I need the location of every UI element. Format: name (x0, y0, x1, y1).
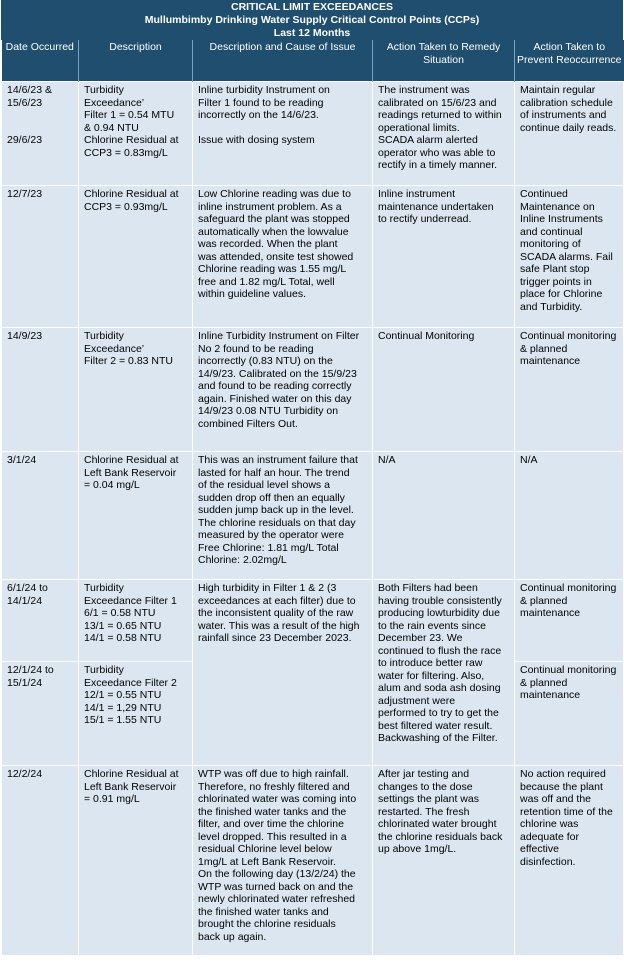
table-row (2, 766, 624, 956)
cell-description (79, 580, 193, 662)
header-date: Date Occurred (2, 40, 79, 82)
cell-line: Filter 1 found to be reading (198, 96, 324, 109)
cell-cause (193, 328, 373, 452)
cell-line: up above 1mg/L. (378, 843, 457, 855)
cell-line: Chlorine: 2.02mg/L (198, 554, 287, 566)
cell-line: Chlorine Residual at (84, 454, 179, 466)
table-row (2, 82, 624, 186)
cell-line: back up again. (198, 930, 267, 943)
cell-line: Chlorine reading was 1.55 mg/L (198, 263, 347, 275)
cell-line: sudden jump back up in the level. (198, 504, 354, 516)
cell-line: 3/1/24 (7, 454, 37, 466)
cell-line: Exceedance Filter 1 (84, 594, 177, 607)
cell-line: 14/1/24 (7, 594, 43, 607)
cell-date (2, 452, 79, 580)
cell-line: CCP3 = 0.93mg/L (84, 200, 168, 213)
cell-line (198, 122, 369, 135)
cell-line: On the following day (13/2/24) the (198, 868, 356, 880)
cell-line: water for filtering. Also, (378, 669, 485, 682)
cell-cause (193, 580, 373, 766)
header-prevent: Action Taken to Prevent Reoccurrence (515, 40, 624, 82)
cell-line: filter, and over time the chlorine (198, 818, 344, 830)
cell-line: and continual (520, 225, 583, 238)
cell-line: Inline instrument (378, 188, 456, 200)
cell-remedy (373, 82, 515, 186)
cell-line: No action required (520, 768, 606, 780)
cell-line: Continual monitoring (520, 330, 617, 342)
cell-date (2, 82, 79, 186)
cell-line: best filtered water result. (378, 719, 493, 732)
cell-line: trigger points in (520, 275, 592, 288)
cell-date (2, 766, 79, 956)
title-line-1: CRITICAL LIMIT EXCEEDANCES (231, 1, 393, 13)
cell-line: N/A (378, 454, 396, 466)
cell-description (79, 186, 193, 328)
cell-line: 14/1 = 1,29 NTU (84, 701, 162, 714)
cell-line: the finished water tanks and the (198, 805, 347, 818)
cell-line: chlorinated water brought (378, 818, 497, 830)
cell-line: WTP was turned back on and the (198, 880, 354, 893)
cell-line: because the plant (520, 780, 603, 793)
cell-line: calibration schedule (520, 96, 613, 109)
cell-line: continued to flush the race (378, 644, 502, 657)
cell-line: 12/1/24 to (7, 664, 54, 676)
cell-line: readings returned to within (378, 109, 502, 121)
cell-line: maintenance (520, 607, 581, 619)
cell-line: the inconsistent quality of the raw (198, 607, 354, 619)
cell-line: brought the chlorine residuals (198, 918, 336, 930)
cell-line: Exceedance Filter 2 (84, 676, 177, 689)
cell-line: maintenance (520, 689, 581, 701)
cell-date (2, 662, 79, 766)
cell-line: SCADA alarm alerted (378, 134, 478, 146)
cell-prevent (515, 82, 624, 186)
cell-line: Exceedance’ (84, 342, 145, 355)
cell-line: Continual monitoring (520, 664, 617, 676)
cell-cause (193, 186, 373, 328)
cell-line: & planned (520, 342, 568, 355)
cell-line: 13/1 = 0.65 NTU (84, 619, 162, 632)
cell-line: & planned (520, 676, 568, 689)
cell-prevent (515, 328, 624, 452)
cell-line: High turbidity in Filter 1 & 2 (3 (198, 582, 337, 594)
table-body (2, 82, 624, 956)
cell-line: No 2 found to be reading (198, 342, 314, 355)
cell-line: disinfection. (520, 855, 576, 868)
cell-remedy (373, 766, 515, 956)
cell-line: Therefore, no freshly filtered and (198, 780, 350, 793)
cell-line: chlorine was (520, 818, 579, 830)
cell-line: Chlorine Residual at (84, 188, 179, 200)
cell-line: chlorinated water was coming into (198, 793, 357, 805)
cell-line: Inline turbidity Instrument on (198, 84, 330, 96)
cell-line: retention time of the (520, 805, 613, 818)
cell-line: After jar testing and (378, 768, 470, 780)
cell-line: adequate for (520, 830, 579, 843)
cell-line: 12/1 = 0.55 NTU (84, 689, 162, 701)
cell-line: operational limits. (378, 121, 460, 134)
cell-prevent (515, 186, 624, 328)
cell-line: alum and soda ash dosing (378, 682, 501, 694)
cell-line: to the rain events since (378, 619, 486, 632)
cell-line: Continual monitoring (520, 582, 617, 594)
cell-line: Left Bank Reservoir (84, 466, 177, 479)
cell-line: 1mg/L at Left Bank Reservoir. (198, 855, 336, 868)
cell-prevent (515, 452, 624, 580)
cell-line: December 23. We (378, 632, 463, 644)
cell-line: This was an instrument failure that (198, 454, 358, 466)
cell-line: the finished water tanks and (198, 905, 329, 918)
cell-line: incorrectly (0.83 NTU) on the (198, 355, 333, 367)
cell-line: effective (520, 843, 559, 855)
cell-line: within guideline values. (198, 288, 306, 300)
title-line-2: Mullumbimby Drinking Water Supply Critical Control Points (CCPs) (144, 14, 480, 26)
cell-line: combined Filters Out. (198, 417, 298, 430)
cell-line: SCADA alarms. Fail (520, 250, 613, 263)
cell-line: having trouble consistently (378, 594, 502, 607)
cell-line: & 0.94 NTU (84, 121, 139, 134)
cell-cause (193, 82, 373, 186)
cell-date (2, 186, 79, 328)
cell-line: producing lowturbidity due (378, 607, 500, 619)
cell-line: rainfall since 23 December 2023. (198, 632, 352, 644)
title-block (1, 0, 623, 40)
cell-line: was recorded. When the plant (198, 238, 338, 250)
cell-line: N/A (520, 454, 538, 466)
cell-line: newly chlorinated water refreshed (198, 893, 355, 905)
header-description: Description (79, 40, 193, 82)
cell-line: Issue with dosing system (198, 134, 315, 146)
cell-line: calibrated on 15/6/23 and (378, 96, 497, 109)
cell-line: Turbidity (84, 84, 124, 96)
cell-line: Inline Instruments (520, 213, 603, 225)
cell-line: 15/1/24 (7, 676, 43, 689)
cell-line: Inline Turbidity Instrument on Filter (198, 330, 360, 342)
cell-line: free and 1.82 mg/L Total, well (198, 275, 335, 288)
cell-line: Maintenance on (520, 200, 595, 213)
cell-description (79, 766, 193, 956)
cell-line: = 0.91 mg/L (84, 793, 140, 805)
cell-line: place for Chlorine (520, 288, 603, 300)
cell-line: was off and the (520, 793, 592, 805)
cell-line: monitoring of (520, 238, 581, 250)
cell-line: of the residual level shows a (198, 479, 330, 491)
cell-line: incorrectly on the 14/6/23. (198, 109, 319, 121)
cell-line: & planned (520, 594, 568, 607)
cell-line: performed to try to get the (378, 707, 499, 719)
header-row (2, 40, 624, 82)
cell-line: again. Finished water on this day (198, 392, 352, 405)
exceedance-table (1, 40, 624, 956)
cell-line: Low Chlorine reading was due to (198, 188, 351, 200)
table-row (2, 186, 624, 328)
cell-line: inline instrument problem. As a (198, 200, 342, 213)
cell-date (2, 328, 79, 452)
cell-line: 6/1/24 to (7, 582, 48, 594)
cell-line: water. This was a result of the high (198, 619, 360, 632)
cell-line: Free Chlorine: 1.81 mg/L Total (198, 541, 339, 554)
cell-prevent (515, 766, 624, 956)
cell-line: measured by the operator were (198, 529, 344, 541)
cell-line: Turbidity (84, 330, 124, 342)
cell-line: The chlorine residuals on that day (198, 516, 356, 529)
cell-line: Left Bank Reservoir (84, 780, 177, 793)
cell-line: Both Filters had been (378, 582, 478, 594)
cell-description (79, 82, 193, 186)
cell-line: 14/1 = 0.58 NTU (84, 632, 162, 644)
cell-line: WTP was off due to high rainfall. (198, 768, 349, 780)
cell-line: Backwashing of the Filter. (378, 732, 498, 744)
cell-line: Turbidity (84, 664, 124, 676)
cell-line: was attended, onsite test showed (198, 250, 354, 263)
cell-prevent (515, 662, 624, 766)
cell-line: CCP3 = 0.83mg/L (84, 146, 168, 159)
cell-line: Filter 1 = 0.54 MTU (84, 109, 175, 121)
cell-line: 15/1 = 1.55 NTU (84, 714, 162, 726)
title-line-3: Last 12 Months (273, 27, 351, 39)
cell-line: = 0.04 mg/L (84, 479, 140, 491)
cell-line: lasted for half an hour. The trend (198, 466, 350, 479)
cell-line: 14/9/23 0.08 NTU Turbidity on (198, 405, 339, 417)
table-row (2, 328, 624, 452)
cell-line: operator who was able to (378, 146, 496, 159)
cell-line: 12/2/24 (7, 768, 43, 780)
cell-line: 6/1 = 0.58 NTU (84, 607, 156, 619)
cell-line: Continued (520, 188, 568, 200)
cell-line: continue daily reads. (520, 121, 617, 134)
cell-line: Continual Monitoring (378, 330, 475, 342)
cell-line: settings the plant was (378, 793, 479, 805)
cell-line: exceedances at each filter) due to (198, 594, 356, 607)
cell-line: Turbidity (84, 582, 124, 594)
document (1, 0, 623, 956)
cell-remedy (373, 328, 515, 452)
cell-line: and Turbidity. (520, 300, 583, 313)
cell-line: changes to the dose (378, 780, 473, 793)
cell-line: rectify in a timely manner. (378, 159, 498, 171)
cell-line: level dropped. This resulted in a (198, 830, 347, 843)
cell-prevent (515, 580, 624, 662)
table-row (2, 580, 624, 662)
cell-line: The instrument was (378, 84, 470, 96)
cell-line: Chlorine Residual at (84, 134, 179, 146)
cell-line: Filter 2 = 0.83 NTU (84, 355, 173, 367)
cell-line: safe Plant stop (520, 263, 590, 275)
cell-description (79, 328, 193, 452)
cell-remedy (373, 580, 515, 766)
cell-line: residual Chlorine level below (198, 843, 332, 855)
cell-remedy (373, 452, 515, 580)
cell-line: of instruments and (520, 109, 607, 121)
cell-line: Maintain regular (520, 84, 596, 96)
cell-line: and found to be reading correctly (198, 380, 352, 392)
cell-line: adjustment were (378, 694, 456, 707)
cell-line: 14/9/23 (7, 330, 43, 342)
cell-line: automatically when the lowvalue (198, 225, 349, 238)
cell-line (7, 122, 75, 135)
cell-cause (193, 766, 373, 956)
cell-cause (193, 452, 373, 580)
cell-line (7, 109, 75, 122)
cell-description (79, 662, 193, 766)
cell-line: 29/6/23 (7, 134, 43, 146)
cell-line: 12/7/23 (7, 188, 43, 200)
cell-line: the chlorine residuals back (378, 830, 503, 843)
cell-date (2, 580, 79, 662)
cell-description (79, 452, 193, 580)
cell-line: maintenance undertaken (378, 200, 494, 213)
cell-line: to rectify underread. (378, 213, 472, 225)
cell-line: to introduce better raw (378, 657, 483, 669)
cell-line: sudden drop off then an equally (198, 491, 345, 504)
cell-line: restarted. The fresh (378, 805, 470, 818)
cell-line: maintenance (520, 355, 581, 367)
cell-line: 14/9/23. Calibrated on the 15/9/23 (198, 367, 357, 380)
cell-line: safeguard the plant was stopped (198, 213, 350, 225)
cell-line: 14/6/23 & (7, 84, 52, 96)
table-row (2, 452, 624, 580)
header-cause: Description and Cause of Issue (193, 40, 373, 82)
header-remedy: Action Taken to Remedy Situation (373, 40, 515, 82)
cell-line: Exceedance’ (84, 96, 145, 109)
cell-line: 15/6/23 (7, 96, 43, 109)
cell-line: Chlorine Residual at (84, 768, 179, 780)
cell-remedy (373, 186, 515, 328)
